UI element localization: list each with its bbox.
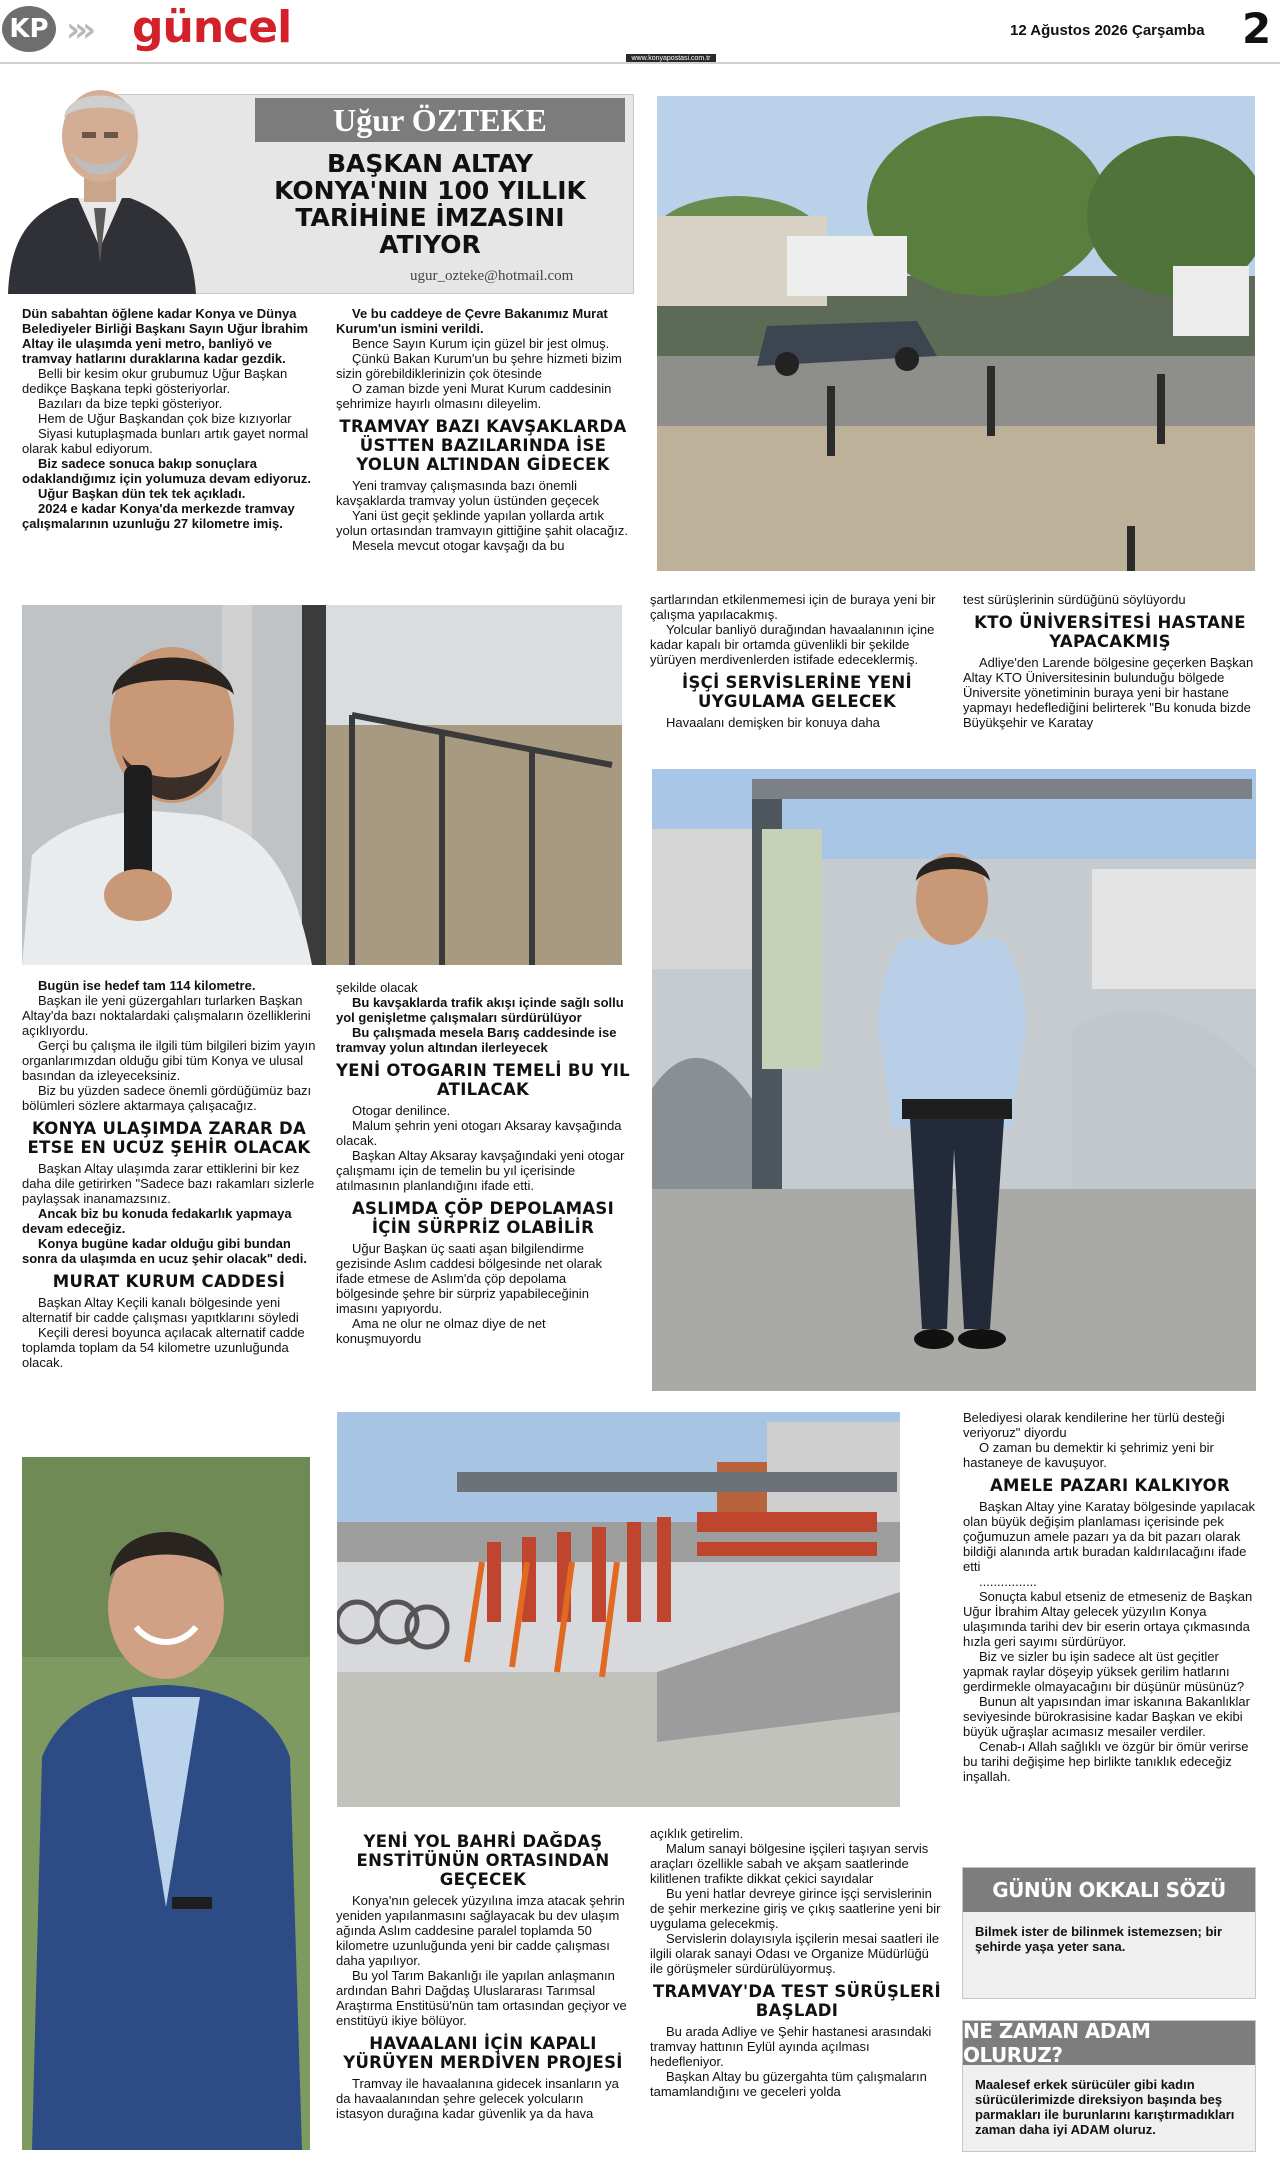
paragraph: Adliye'den Larende bölgesine geçerken Başkan Altay KTO Üniversitesinin bulunduğu bölgede Üniversite yönetiminin buraya yeni bir hastane yapmayı hedeflediğini belirterek "Bu konuda bizde Büyükşehir ve Karatay [963, 655, 1254, 730]
text-col-6 [336, 980, 630, 1346]
adam-box [962, 2020, 1256, 2152]
paragraph: şekilde olacak [336, 980, 418, 995]
text-col-8 [336, 1826, 630, 2121]
paragraph: Ama ne olur ne olmaz diye de net konuşmuyordu [336, 1316, 546, 1346]
paragraph: Malum şehrin yeni otogarı Aksaray kavşağında olacak. [336, 1118, 622, 1148]
text-col-2 [336, 306, 630, 553]
paragraph: Bu kavşaklarda trafik akışı içinde sağlı sollu yol genişletme çalışmaları sürdürülüyor [336, 995, 624, 1025]
subheading: ASLIMDA ÇÖP DEPOLAMASI İÇİN SÜRPRİZ OLABİLİR [351, 1199, 615, 1237]
paragraph: Cenab-ı Allah sağlıklı ve özgür bir ömür verirse bu tarihi değişime hep birlikte tanıklık edeceğiz inşallah. [963, 1739, 1249, 1784]
paragraph: Başkan ile yeni güzergahları turlarken Başkan Altay'da bazı noktalardaki çalışmaların özelliklerini açıklıyordu. [22, 993, 311, 1038]
subheading: YENİ OTOGARIN TEMELİ BU YIL ATILACAK [336, 1061, 630, 1099]
paragraph: Bazıları da bize tepki gösteriyor. [38, 396, 223, 411]
paragraph: Başkan Altay Aksaray kavşağındaki yeni otogar çalışmamı için de temelin bu yıl içerisinde atılmasının planlandığını ifade etti. [336, 1148, 625, 1193]
paragraph: Bu yeni hatlar devreye girince işçi servislerinin de şehir merkezine giriş ve çıkış saatlerine yeni bir uygulama gelecekmiş. [650, 1886, 941, 1931]
text-col-9 [650, 1826, 944, 2099]
paragraph: Başkan Altay ulaşımda zarar ettiklerini bir kez daha dile getirirken "Sadece bazı rakamları sizlerle paylaşsak inanamazsınız. [22, 1161, 315, 1206]
quote-of-day-title: GÜNÜN OKKALI SÖZÜ [963, 1868, 1255, 1912]
subheading: KONYA ULAŞIMDA ZARAR DA ETSE EN UCUZ ŞEHİR OLACAK [27, 1119, 311, 1157]
paragraph: Ancak biz bu konuda fedakarlık yapmaya devam edeceğiz. [22, 1206, 292, 1236]
paragraph: Hem de Uğur Başkandan çok bize kızıyorlar [38, 411, 292, 426]
street-photo [657, 96, 1255, 571]
paragraph: Başkan Altay yine Karatay bölgesinde yapılacak olan büyük değişim planlaması içerisinde pek çoğumuzun amele pazarı ya da bit pazarı olarak bildiği alanında artık buradan kaldırılacağını ifade etti [963, 1499, 1256, 1574]
text-col-1 [22, 306, 316, 531]
minister-photo [22, 1457, 310, 2150]
section-title: güncel [132, 2, 292, 53]
paragraph: Dün sabahtan öğlene kadar Konya ve Dünya Belediyeler Birliği Başkanı Sayın Uğur İbrahim Altay ile ulaşımda yeni metro, banliyö ve tramvay hatlarını duraklarına kadar gezdik. [22, 306, 309, 366]
paragraph: Gerçi bu çalışma ile ilgili tüm bilgileri bizim yayın organlarımızdan olduğu gibi tüm Konya ve ulusal basından da izleyeceksiniz. [22, 1038, 316, 1083]
speaker-photo [22, 605, 622, 965]
author-name: Uğur ÖZTEKE [255, 98, 625, 142]
paragraph: Bu yol Tarım Bakanlığı ile yapılan anlaşmanın ardından Bahri Dağdaş Uluslararası Tarımsal Araştırma Enstitüsü'nün tam ortasından geçiyor ve enstitüyü ikiye bölüyor. [336, 1968, 627, 2028]
paragraph: Uğur Başkan dün tek tek açıkladı. [38, 486, 246, 501]
paragraph: Mesela mevcut otogar kavşağı da bu [352, 538, 565, 553]
mayor-photo [652, 769, 1256, 1391]
paragraph: Ve bu caddeye de Çevre Bakanımız Murat Kurum'un ismini verildi. [336, 306, 608, 336]
quote-of-day-box [962, 1867, 1256, 1999]
adam-box-title: NE ZAMAN ADAM OLURUZ? [963, 2021, 1255, 2065]
text-col-3 [650, 592, 944, 730]
subheading: AMELE PAZARI KALKIYOR [989, 1476, 1231, 1495]
issue-date: 12 Ağustos 2026 Çarşamba [1010, 22, 1205, 39]
paragraph: Bunun alt yapısından imar iskanına Bakanlıklar seviyesinde bürokrasisine kadar Başkan ve ekibi büyük uğraşlar acımasız mesailer verdiler. [963, 1694, 1250, 1739]
paragraph: Konya'nın gelecek yüzyılına imza atacak şehrin yeniden yapılanmasını sağlayacak bu dev ulaşım ağında Aslım caddesine paralel toplamda 50 kilometre uzunluğunda yeni bir cadde çalışması daha yapılıyor. [336, 1893, 625, 1968]
paragraph: Malum sanayi bölgesine işçileri taşıyan servis araçları özellikle sabah ve akşam saatlerinde kilitlenen trafikte dikkat çekici sayıdalar [650, 1841, 929, 1886]
text-col-5 [22, 978, 316, 1370]
paragraph: Keçili deresi boyunca açılacak alternatif cadde toplamda toplam da 54 kilometre uzunluğunda olacak. [22, 1325, 305, 1370]
paragraph: ................ [979, 1574, 1037, 1589]
paragraph: Havaalanı demişken bir konuya daha [666, 715, 880, 730]
paragraph: Başkan Altay Keçili kanalı bölgesinde yeni alternatif bir cadde çalışması yapıtklarını söyledi [22, 1295, 299, 1325]
paragraph: Konya bugüne kadar olduğu gibi bundan sonra da ulaşımda en ucuz şehir olacak" dedi. [22, 1236, 308, 1266]
column-headline: BAŞKAN ALTAY KONYA'NIN 100 YILLIK TARİHİNE İMZASINI ATIYOR [274, 149, 586, 259]
paragraph: Siyasi kutuplaşmada bunları artık gayet normal olarak kabul ediyorum. [22, 426, 309, 456]
paragraph: 2024 e kadar Konya'da merkezde tramvay çalışmalarının uzunluğu 27 kilometre imiş. [22, 501, 295, 531]
paragraph: Biz bu yüzden sadece önemli gördüğümüz bazı bölümleri sözlere aktarmaya çalışacağız. [22, 1083, 312, 1113]
subheading: KTO ÜNİVERSİTESİ HASTANE YAPACAKMIŞ [974, 613, 1246, 651]
subheading: TRAMVAY BAZI KAVŞAKLARDA ÜSTTEN BAZILARINDA İSE YOLUN ALTINDAN GİDECEK [339, 417, 627, 474]
paragraph: Başkan Altay bu güzergahta tüm çalışmaların tamamlandığını ve geceleri yolda [650, 2069, 927, 2099]
paragraph: Çünkü Bakan Kurum'un bu şehre hizmeti bizim sizin görebildiklerinizin çok ötesinde [336, 351, 622, 381]
bike-station-photo [337, 1412, 900, 1807]
paragraph: Belli bir kesim okur grubumuz Uğur Başkan dedikçe Başkana tepki gösteriyorlar. [22, 366, 288, 396]
paragraph: Tramvay ile havaalanına gidecek insanların ya da havaalanından şehre gelecek yolcuların istasyon durağına kadar güvenlik ya da hava [336, 2076, 619, 2121]
paragraph: Bu arada Adliye ve Şehir hastanesi arasındaki tramvay hattının Eylül ayında açılması hedefleniyor. [650, 2024, 932, 2069]
chevrons-icon: ››› [66, 10, 91, 50]
paragraph: Servislerin dolayısıyla işçilerin mesai saatleri ile ilgili olarak sanayi Odası ve Organize Müdürlüğü ile görüşmeler sürdürülüyormuş. [650, 1931, 940, 1976]
paragraph: Sonuçta kabul etseniz de etmeseniz de Başkan Uğur İbrahim Altay gelecek yüzyılın Konya ulaşımında tarihi dev bir eserin ortaya çıkmasında hızla geri sayımı sürdürüyor. [963, 1589, 1253, 1649]
subheading: İŞÇİ SERVİSLERİNE YENİ UYGULAMA GELECEK [682, 673, 912, 711]
paragraph: test sürüşlerinin sürdüğünü söylüyordu [963, 592, 1186, 607]
subheading: HAVAALANI İÇİN KAPALI YÜRÜYEN MERDİVEN PROJESİ [343, 2034, 623, 2072]
paragraph: Otogar denilince. [352, 1103, 451, 1118]
kp-logo[interactable]: KP [2, 6, 56, 52]
paragraph: Biz ve sizler bu işin sadece alt üst geçitler yapmak raylar döşeyip yüksek gerilim hatlarını gerdirmekle olmayacağını bir düşünür müsünüz? [963, 1649, 1245, 1694]
subheading: TRAMVAY'DA TEST SÜRÜŞLERİ BAŞLADI [652, 1982, 941, 2020]
paragraph: Yeni tramvay çalışmasında bazı önemli kavşaklarda tramvay yolun üstünden geçecek [336, 478, 600, 508]
author-email[interactable]: ugur_ozteke@hotmail.com [410, 268, 574, 284]
paragraph: Uğur Başkan üç saati aşan bilgilendirme gezisinde Aslım caddesi bölgesinde net olarak ifade etmese de Aslım'da çöp depolama bölgesinde şehre bir sürpriz yapabileceğinin imasını yapıyordu. [336, 1241, 602, 1316]
text-col-4 [963, 592, 1257, 730]
quote-of-day-text: Bilmek ister de bilinmek istemezsen; bir şehirde yaşa yeter sana. [975, 1924, 1223, 1954]
paragraph: Yolcular banliyö durağından havaalanının içine kadar kapalı bir ortamda güvenlikli bir şekilde yürüyen merdivenlerden istifade edeceklermiş. [650, 622, 935, 667]
paragraph: Yani üst geçit şeklinde yapılan yollarda artık yolun ortasından tramvayın gittiğine şahit olacağız. [336, 508, 628, 538]
paragraph: Belediyesi olarak kendilerine her türlü desteği veriyoruz" diyordu [963, 1410, 1225, 1440]
site-url[interactable]: www.konyapostasi.com.tr [626, 54, 716, 63]
paragraph: Bence Sayın Kurum için güzel bir jest olmuş. [352, 336, 610, 351]
text-col-7 [963, 1410, 1257, 1784]
subheading: MURAT KURUM CADDESİ [52, 1272, 286, 1291]
adam-box-text: Maalesef erkek sürücüler gibi kadın sürücülerimizde direksiyon başında beş parmakları ile burunlarını karıştırmadıkları zaman daha iyi ADAM oluruz. [975, 2077, 1235, 2137]
paragraph: O zaman bu demektir ki şehrimiz yeni bir hastaneye de kavuşuyor. [963, 1440, 1214, 1470]
paragraph: Bu çalışmada mesela Barış caddesinde ise tramvay yolun altından ilerleyecek [336, 1025, 617, 1055]
paragraph: açıklık getirelim. [650, 1826, 744, 1841]
paragraph: şartlarından etkilenmemesi için de buraya yeni bir çalışma yapılacakmış. [650, 592, 936, 622]
author-photo [0, 48, 200, 294]
subheading: YENİ YOL BAHRİ DAĞDAŞ ENSTİTÜNÜN ORTASINDAN GEÇECEK [356, 1832, 610, 1889]
page-number: 2 [1242, 4, 1272, 53]
paragraph: O zaman bizde yeni Murat Kurum caddesinin şehrimize hayırlı olmasını dileyelim. [336, 381, 612, 411]
paragraph: Biz sadece sonuca bakıp sonuçlara odaklandığımız için yolumuza devam ediyoruz. [22, 456, 311, 486]
paragraph: Bugün ise hedef tam 114 kilometre. [38, 978, 256, 993]
